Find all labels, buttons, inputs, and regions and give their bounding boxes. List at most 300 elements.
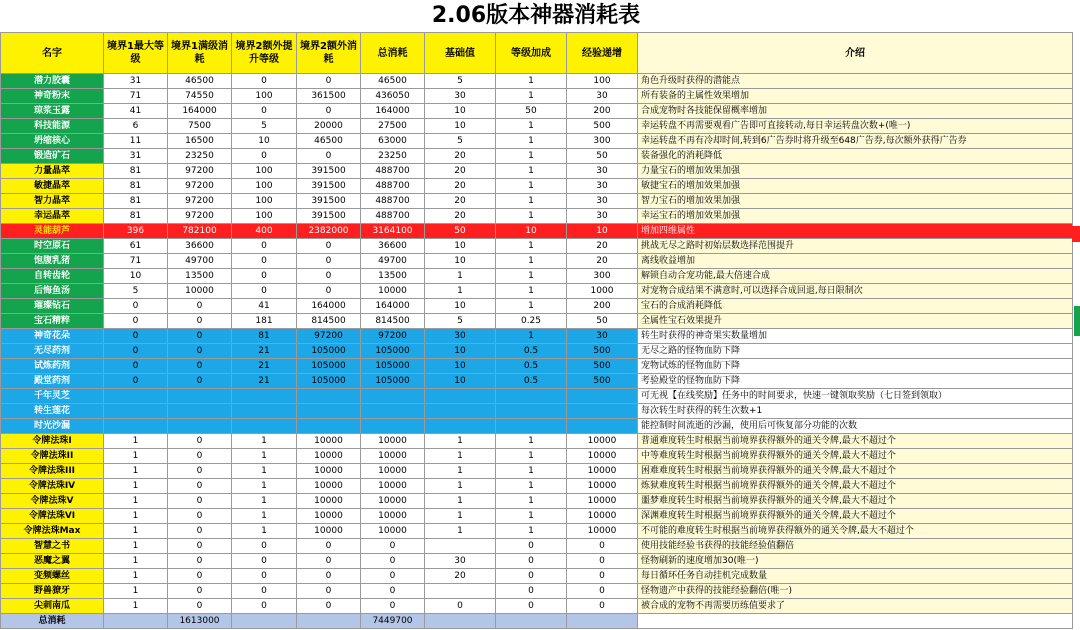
cell-level-bonus: 1 <box>496 239 567 254</box>
cell-lv1-max: 1 <box>104 479 168 494</box>
table-row <box>1 449 1073 464</box>
cell-description: 幸运转盘不再需要观看广告即可直接转动,每日幸运转盘次数+(唯一) <box>638 119 1073 134</box>
cell-exp-step: 30 <box>567 194 638 209</box>
cell-lv1-cost: 13500 <box>168 269 232 284</box>
table-row <box>1 329 1073 344</box>
cell-lv1-max <box>104 404 168 419</box>
cell-lv1-cost <box>168 404 232 419</box>
cell-lv1-cost: 0 <box>168 299 232 314</box>
table-row <box>1 269 1073 284</box>
cell-lv2-levels: 1 <box>232 494 297 509</box>
cell-exp-step: 10000 <box>567 509 638 524</box>
cell-lv1-cost <box>168 419 232 434</box>
cell-total-cost: 164000 <box>361 104 425 119</box>
cell-name: 时光沙漏 <box>1 419 104 434</box>
table-row <box>1 419 1073 434</box>
cell-lv1-max <box>104 614 168 629</box>
cell-base-value <box>425 389 496 404</box>
header-lv2-cost: 境界2额外消耗 <box>297 33 361 74</box>
cell-level-bonus: 1 <box>496 119 567 134</box>
cell-lv2-levels: 1 <box>232 509 297 524</box>
cell-name: 坍缩核心 <box>1 134 104 149</box>
cell-lv1-cost <box>168 389 232 404</box>
header-lv2-levels: 境界2额外提升等级 <box>232 33 297 74</box>
cell-level-bonus: 1 <box>496 284 567 299</box>
cell-lv1-cost: 97200 <box>168 194 232 209</box>
cell-lv2-cost: 10000 <box>297 464 361 479</box>
cell-lv1-cost: 1613000 <box>168 614 232 629</box>
table-row <box>1 584 1073 599</box>
cell-lv2-levels: 100 <box>232 89 297 104</box>
table-row <box>1 74 1073 89</box>
cell-base-value: 30 <box>425 554 496 569</box>
cell-level-bonus: 50 <box>496 104 567 119</box>
cell-lv1-max: 0 <box>104 359 168 374</box>
cell-base-value: 1 <box>425 479 496 494</box>
cell-total-cost: 10000 <box>361 524 425 539</box>
cell-lv2-levels: 0 <box>232 149 297 164</box>
cell-description: 困难难度转生时根据当前境界获得额外的通关令牌,最大不超过个 <box>638 464 1073 479</box>
cell-total-cost: 436050 <box>361 89 425 104</box>
cell-exp-step: 0 <box>567 569 638 584</box>
cell-exp-step: 10000 <box>567 449 638 464</box>
cell-lv1-max: 1 <box>104 539 168 554</box>
cell-lv2-levels: 181 <box>232 314 297 329</box>
cell-lv2-levels: 100 <box>232 179 297 194</box>
cell-lv2-cost: 0 <box>297 569 361 584</box>
cell-description: 怪物刷新的速度增加30(唯一) <box>638 554 1073 569</box>
header-base-value: 基础值 <box>425 33 496 74</box>
cell-exp-step: 0 <box>567 554 638 569</box>
table-row <box>1 389 1073 404</box>
table-row <box>1 299 1073 314</box>
cell-lv2-cost: 814500 <box>297 314 361 329</box>
cell-level-bonus: 1 <box>496 269 567 284</box>
cell-lv2-cost: 20000 <box>297 119 361 134</box>
cell-lv2-levels: 0 <box>232 284 297 299</box>
cell-description: 能控制时间流逝的沙漏，使用后可恢复部分功能的次数 <box>638 419 1073 434</box>
table-row <box>1 344 1073 359</box>
cell-level-bonus: 0.5 <box>496 374 567 389</box>
cell-lv2-cost <box>297 419 361 434</box>
cell-description: 幸运宝石的增加效果加强 <box>638 209 1073 224</box>
table-row <box>1 494 1073 509</box>
cell-lv1-cost: 0 <box>168 374 232 389</box>
cell-lv2-levels: 100 <box>232 209 297 224</box>
cell-description: 解锁自动合宠功能,最大倍速合成 <box>638 269 1073 284</box>
cell-description: 不可能的难度转生时根据当前境界获得额外的通关令牌,最大不超过个 <box>638 524 1073 539</box>
cell-lv1-max: 0 <box>104 299 168 314</box>
cell-total-cost: 10000 <box>361 464 425 479</box>
cell-base-value: 1 <box>425 524 496 539</box>
cell-lv2-levels: 0 <box>232 104 297 119</box>
cell-lv2-cost: 0 <box>297 74 361 89</box>
cell-lv2-levels: 0 <box>232 584 297 599</box>
cell-base-value <box>425 419 496 434</box>
cell-lv1-cost: 0 <box>168 569 232 584</box>
cell-name: 令牌法珠VI <box>1 509 104 524</box>
cell-total-cost: 0 <box>361 554 425 569</box>
cell-base-value: 1 <box>425 494 496 509</box>
table-row <box>1 284 1073 299</box>
cell-name: 野兽獠牙 <box>1 584 104 599</box>
cell-total-cost <box>361 389 425 404</box>
cell-description: 被合成的宠物不再需要历练值要求了 <box>638 599 1073 614</box>
cell-level-bonus <box>496 419 567 434</box>
cell-lv2-levels: 400 <box>232 224 297 239</box>
cell-exp-step: 20 <box>567 239 638 254</box>
cell-lv2-cost: 391500 <box>297 164 361 179</box>
cell-description: 所有装备的主属性效果增加 <box>638 89 1073 104</box>
cell-exp-step: 1000 <box>567 284 638 299</box>
cell-description: 角色升级时获得的潜能点 <box>638 74 1073 89</box>
cell-lv1-cost: 164000 <box>168 104 232 119</box>
cell-base-value: 1 <box>425 464 496 479</box>
header-name: 名字 <box>1 33 104 74</box>
cell-lv2-cost: 10000 <box>297 524 361 539</box>
cell-lv1-cost: 0 <box>168 344 232 359</box>
cell-total-cost: 97200 <box>361 329 425 344</box>
cell-lv1-max: 10 <box>104 269 168 284</box>
cell-exp-step <box>567 614 638 629</box>
cell-lv1-cost: 0 <box>168 599 232 614</box>
table-row <box>1 134 1073 149</box>
cell-exp-step: 30 <box>567 164 638 179</box>
cell-lv1-max: 6 <box>104 119 168 134</box>
cell-base-value: 10 <box>425 119 496 134</box>
cell-lv1-cost: 97200 <box>168 209 232 224</box>
cell-level-bonus: 0.25 <box>496 314 567 329</box>
cell-lv2-cost: 0 <box>297 284 361 299</box>
cell-description: 挑战无尽之路时初始层数选择范围提升 <box>638 239 1073 254</box>
table-row <box>1 194 1073 209</box>
cell-lv1-cost: 97200 <box>168 164 232 179</box>
cell-lv1-cost: 0 <box>168 539 232 554</box>
cell-lv1-cost: 0 <box>168 329 232 344</box>
cell-lv1-max: 1 <box>104 524 168 539</box>
cell-level-bonus: 0.5 <box>496 359 567 374</box>
cell-lv2-levels <box>232 614 297 629</box>
table-row <box>1 104 1073 119</box>
cell-total-cost <box>361 404 425 419</box>
cell-level-bonus: 0 <box>496 584 567 599</box>
cell-lv2-levels: 100 <box>232 194 297 209</box>
cell-base-value: 5 <box>425 134 496 149</box>
cell-description: 对宠物合成结果不满意时,可以选择合成回退,每日限制次 <box>638 284 1073 299</box>
cell-exp-step: 30 <box>567 179 638 194</box>
header-lv1-cost: 境界1满级消耗 <box>168 33 232 74</box>
cell-lv2-cost: 0 <box>297 104 361 119</box>
cell-exp-step: 200 <box>567 104 638 119</box>
cell-lv1-max: 1 <box>104 584 168 599</box>
cell-lv1-max: 71 <box>104 89 168 104</box>
cell-total-cost: 0 <box>361 569 425 584</box>
cell-exp-step: 10000 <box>567 434 638 449</box>
cell-lv1-max: 11 <box>104 134 168 149</box>
cell-exp-step: 300 <box>567 134 638 149</box>
cell-name: 转生莲花 <box>1 404 104 419</box>
cell-level-bonus <box>496 614 567 629</box>
cell-lv1-max: 0 <box>104 344 168 359</box>
cell-lv2-cost: 10000 <box>297 479 361 494</box>
cell-exp-step: 30 <box>567 329 638 344</box>
cell-lv1-max: 1 <box>104 569 168 584</box>
cell-lv2-levels <box>232 389 297 404</box>
cell-lv1-max: 1 <box>104 599 168 614</box>
cell-lv1-max: 0 <box>104 374 168 389</box>
cell-name: 璀璨钻石 <box>1 299 104 314</box>
cell-total-cost: 488700 <box>361 179 425 194</box>
cell-total-cost: 10000 <box>361 509 425 524</box>
cell-name: 自转齿轮 <box>1 269 104 284</box>
cell-name: 变频螺丝 <box>1 569 104 584</box>
cell-base-value: 20 <box>425 194 496 209</box>
cell-lv2-levels: 0 <box>232 569 297 584</box>
cell-description: 转生时获得的神奇果实数量增加 <box>638 329 1073 344</box>
cell-level-bonus: 1 <box>496 479 567 494</box>
cell-name: 殿堂药剂 <box>1 374 104 389</box>
cell-base-value: 5 <box>425 74 496 89</box>
total-row <box>1 614 1073 629</box>
cell-level-bonus: 1 <box>496 524 567 539</box>
cell-lv1-cost: 10000 <box>168 284 232 299</box>
cell-lv2-levels: 1 <box>232 479 297 494</box>
cell-name: 令牌法珠IV <box>1 479 104 494</box>
cell-name: 智力晶萃 <box>1 194 104 209</box>
cell-name: 令牌法珠I <box>1 434 104 449</box>
cell-lv1-cost: 0 <box>168 464 232 479</box>
cell-total-cost <box>361 419 425 434</box>
cell-lv1-max: 1 <box>104 554 168 569</box>
table-row <box>1 314 1073 329</box>
cell-lv2-cost: 0 <box>297 599 361 614</box>
table-row <box>1 554 1073 569</box>
cell-level-bonus <box>496 404 567 419</box>
cell-name: 幸运晶萃 <box>1 209 104 224</box>
cell-lv2-levels: 1 <box>232 434 297 449</box>
cell-total-cost: 13500 <box>361 269 425 284</box>
sheet-title: 2.06版本神器消耗表 <box>431 3 641 28</box>
cell-total-cost: 488700 <box>361 194 425 209</box>
cell-lv2-cost: 0 <box>297 239 361 254</box>
cell-name: 令牌法珠V <box>1 494 104 509</box>
cell-lv2-levels: 5 <box>232 119 297 134</box>
cell-total-cost: 27500 <box>361 119 425 134</box>
cell-lv2-cost: 391500 <box>297 179 361 194</box>
cell-total-cost: 105000 <box>361 344 425 359</box>
cell-total-cost: 10000 <box>361 284 425 299</box>
cell-name: 后悔鱼汤 <box>1 284 104 299</box>
cell-base-value <box>425 404 496 419</box>
cell-total-cost: 164000 <box>361 299 425 314</box>
cell-name: 尖刺南瓜 <box>1 599 104 614</box>
cell-level-bonus: 0 <box>496 539 567 554</box>
cell-total-cost: 105000 <box>361 374 425 389</box>
cell-base-value: 1 <box>425 284 496 299</box>
cell-name: 科技能源 <box>1 119 104 134</box>
cell-base-value: 10 <box>425 299 496 314</box>
cell-lv2-levels: 21 <box>232 374 297 389</box>
cell-total-cost: 488700 <box>361 164 425 179</box>
table-row <box>1 539 1073 554</box>
cell-lv2-cost: 391500 <box>297 209 361 224</box>
cell-base-value: 10 <box>425 374 496 389</box>
cell-exp-step: 300 <box>567 269 638 284</box>
table-row <box>1 599 1073 614</box>
table-row <box>1 434 1073 449</box>
cell-name: 千年灵芝 <box>1 389 104 404</box>
cell-lv2-levels <box>232 419 297 434</box>
cell-lv2-levels <box>232 404 297 419</box>
cell-lv1-max: 81 <box>104 209 168 224</box>
header-level-bonus: 等级加成 <box>496 33 567 74</box>
cell-name: 令牌法珠III <box>1 464 104 479</box>
table-row <box>1 569 1073 584</box>
cell-base-value: 10 <box>425 344 496 359</box>
table-row <box>1 179 1073 194</box>
cell-total-cost: 10000 <box>361 479 425 494</box>
cell-name: 时空原石 <box>1 239 104 254</box>
table-row <box>1 464 1073 479</box>
cell-lv2-cost <box>297 614 361 629</box>
cell-base-value <box>425 539 496 554</box>
cell-level-bonus: 1 <box>496 179 567 194</box>
cell-lv1-cost: 0 <box>168 479 232 494</box>
cell-level-bonus: 0.5 <box>496 344 567 359</box>
table-row <box>1 119 1073 134</box>
table-row <box>1 374 1073 389</box>
cell-lv1-cost: 0 <box>168 509 232 524</box>
table-row <box>1 239 1073 254</box>
cell-level-bonus: 1 <box>496 449 567 464</box>
cell-description: 智力宝石的增加效果加强 <box>638 194 1073 209</box>
cell-lv2-cost: 105000 <box>297 344 361 359</box>
cell-level-bonus: 1 <box>496 134 567 149</box>
cell-description: 宝石的合成消耗降低 <box>638 299 1073 314</box>
cell-lv2-levels: 1 <box>232 464 297 479</box>
cell-lv2-cost: 164000 <box>297 299 361 314</box>
cell-base-value <box>425 614 496 629</box>
cell-lv2-levels: 0 <box>232 554 297 569</box>
header-description: 介绍 <box>638 33 1073 74</box>
cell-name: 饱腹乳猪 <box>1 254 104 269</box>
cell-level-bonus: 1 <box>496 74 567 89</box>
cell-lv1-cost: 0 <box>168 314 232 329</box>
cell-lv2-cost <box>297 404 361 419</box>
cell-exp-step: 500 <box>567 344 638 359</box>
cell-level-bonus <box>496 389 567 404</box>
cell-name: 恶魔之翼 <box>1 554 104 569</box>
cell-description: 中等难度转生时根据当前境界获得额外的通关令牌,最大不超过个 <box>638 449 1073 464</box>
cell-lv2-cost: 105000 <box>297 359 361 374</box>
cell-lv2-levels: 0 <box>232 539 297 554</box>
cell-level-bonus: 0 <box>496 599 567 614</box>
cell-lv1-cost: 0 <box>168 524 232 539</box>
cell-description: 宠物试炼的怪物血防下降 <box>638 359 1073 374</box>
table-row <box>1 479 1073 494</box>
cell-lv2-levels: 0 <box>232 74 297 89</box>
header-row <box>1 33 1073 74</box>
cell-lv1-max: 1 <box>104 494 168 509</box>
title-bar <box>0 0 1080 32</box>
cell-description: 考验殿堂的怪物血防下降 <box>638 374 1073 389</box>
cell-exp-step <box>567 389 638 404</box>
cell-lv2-levels: 21 <box>232 344 297 359</box>
cell-lv2-cost: 10000 <box>297 449 361 464</box>
table-row <box>1 254 1073 269</box>
cell-exp-step: 10000 <box>567 479 638 494</box>
cell-description: 深渊难度转生时根据当前境界获得额外的通关令牌,最大不超过个 <box>638 509 1073 524</box>
cell-lv2-cost: 0 <box>297 554 361 569</box>
cell-lv1-max: 1 <box>104 449 168 464</box>
cell-lv2-cost: 10000 <box>297 494 361 509</box>
table-row <box>1 164 1073 179</box>
cell-base-value: 1 <box>425 509 496 524</box>
cell-base-value: 50 <box>425 224 496 239</box>
cell-total-cost: 814500 <box>361 314 425 329</box>
cell-lv1-max <box>104 419 168 434</box>
table-row <box>1 209 1073 224</box>
cell-lv1-max: 71 <box>104 254 168 269</box>
cell-name: 智慧之书 <box>1 539 104 554</box>
cell-exp-step: 10 <box>567 224 638 239</box>
cell-total-cost: 105000 <box>361 359 425 374</box>
cell-total-cost: 49700 <box>361 254 425 269</box>
cell-total-cost: 3164100 <box>361 224 425 239</box>
cell-total-cost: 0 <box>361 539 425 554</box>
cell-level-bonus: 1 <box>496 254 567 269</box>
cell-lv2-cost: 361500 <box>297 89 361 104</box>
cell-total-cost: 488700 <box>361 209 425 224</box>
cell-name: 锻造矿石 <box>1 149 104 164</box>
cell-lv1-max: 1 <box>104 509 168 524</box>
cell-level-bonus: 1 <box>496 464 567 479</box>
cell-level-bonus: 1 <box>496 194 567 209</box>
cell-base-value: 10 <box>425 239 496 254</box>
cell-base-value: 10 <box>425 104 496 119</box>
cell-exp-step: 50 <box>567 314 638 329</box>
cell-exp-step: 50 <box>567 149 638 164</box>
cell-description: 合成宠物时各技能保留概率增加 <box>638 104 1073 119</box>
cell-exp-step: 0 <box>567 584 638 599</box>
cell-base-value: 1 <box>425 434 496 449</box>
cell-base-value: 30 <box>425 89 496 104</box>
cell-description: 普通难度转生时根据当前境界获得额外的通关令牌,最大不超过个 <box>638 434 1073 449</box>
cell-lv1-cost: 97200 <box>168 179 232 194</box>
header-total-cost: 总消耗 <box>361 33 425 74</box>
cell-name: 琼浆玉露 <box>1 104 104 119</box>
cell-lv1-max: 41 <box>104 104 168 119</box>
cell-level-bonus: 1 <box>496 329 567 344</box>
cell-lv1-cost: 7500 <box>168 119 232 134</box>
cell-description: 全属性宝石效果提升 <box>638 314 1073 329</box>
cell-lv2-levels: 0 <box>232 239 297 254</box>
red-row-extension <box>1072 226 1080 242</box>
cell-description: 装备强化的消耗降低 <box>638 149 1073 164</box>
cell-name: 无尽药剂 <box>1 344 104 359</box>
cell-lv1-max: 1 <box>104 464 168 479</box>
cell-exp-step: 200 <box>567 299 638 314</box>
cell-lv1-cost: 0 <box>168 449 232 464</box>
cell-name: 神奇花朵 <box>1 329 104 344</box>
cell-lv1-max: 1 <box>104 434 168 449</box>
cell-description: 怪物遗产中获得的技能经验翻倍(唯一) <box>638 584 1073 599</box>
cell-name: 试炼药剂 <box>1 359 104 374</box>
cell-base-value: 20 <box>425 569 496 584</box>
cell-total-cost: 10000 <box>361 449 425 464</box>
cell-lv1-max: 396 <box>104 224 168 239</box>
cell-lv1-cost: 74550 <box>168 89 232 104</box>
